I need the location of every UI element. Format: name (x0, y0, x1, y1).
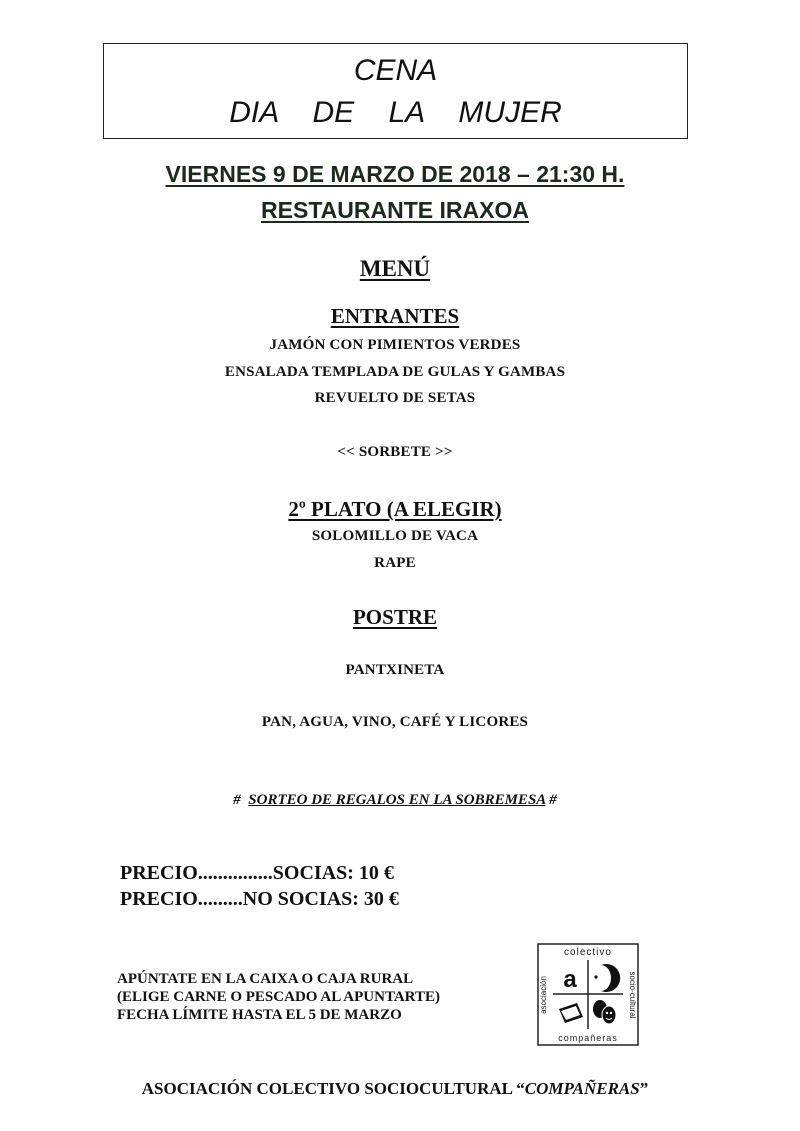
price-members: PRECIO...............SOCIAS: 10 € (120, 862, 394, 884)
footer-name: COMPAÑERAS (524, 1079, 640, 1098)
main-course-item: SOLOMILLO DE VACA (311, 528, 479, 544)
starters-heading: ENTRANTES (330, 304, 460, 328)
raffle-prefix: # (233, 792, 241, 808)
event-venue: RESTAURANTE IRAXOA (261, 197, 529, 223)
footer-suffix: ” (639, 1079, 649, 1098)
price-non-members: PRECIO.........NO SOCIAS: 30 € (120, 888, 399, 910)
dessert-heading: POSTRE (352, 605, 438, 629)
starter-item: JAMÓN CON PIMIENTOS VERDES (269, 337, 521, 353)
raffle-suffix: # (549, 792, 557, 808)
sorbet-line: << SORBETE >> (337, 444, 453, 460)
starter-item: REVUELTO DE SETAS (314, 390, 476, 406)
logo-left-text: asociación (539, 976, 548, 1014)
association-logo (537, 943, 639, 1046)
footer-prefix: ASOCIACIÓN COLECTIVO SOCIOCULTURAL “ (141, 1079, 525, 1098)
starter-item: ENSALADA TEMPLADA DE GULAS Y GAMBAS (224, 364, 566, 380)
signup-line: (ELIGE CARNE O PESCADO AL APUNTARTE) (117, 989, 440, 1005)
footer-association (0, 1079, 790, 1099)
raffle-text: SORTEO DE REGALOS EN LA SOBREMESA (248, 792, 546, 808)
dessert-item: PANTXINETA (345, 662, 445, 678)
title-line-1: CENA (353, 54, 438, 87)
main-course-heading: 2º PLATO (A ELEGIR) (288, 497, 502, 521)
logo-bottom-text: compañeras (558, 1033, 618, 1043)
event-date: VIERNES 9 DE MARZO DE 2018 – 21:30 H. (165, 161, 625, 187)
title-box (103, 43, 688, 139)
drinks-line: PAN, AGUA, VINO, CAFÉ Y LICORES (261, 714, 529, 730)
logo-top-text: colectivo (564, 947, 612, 958)
logo-right-text: socio-cultural (628, 971, 637, 1019)
signup-line: APÚNTATE EN LA CAIXA O CAJA RURAL (117, 971, 414, 987)
title-line-2: DIA DE LA MUJER (229, 96, 562, 129)
raffle-line (0, 792, 790, 809)
logo-letter: a (563, 966, 577, 993)
menu-heading: MENÚ (359, 256, 431, 281)
signup-line: FECHA LÍMITE HASTA EL 5 DE MARZO (117, 1007, 402, 1023)
main-course-item: RAPE (374, 555, 416, 571)
